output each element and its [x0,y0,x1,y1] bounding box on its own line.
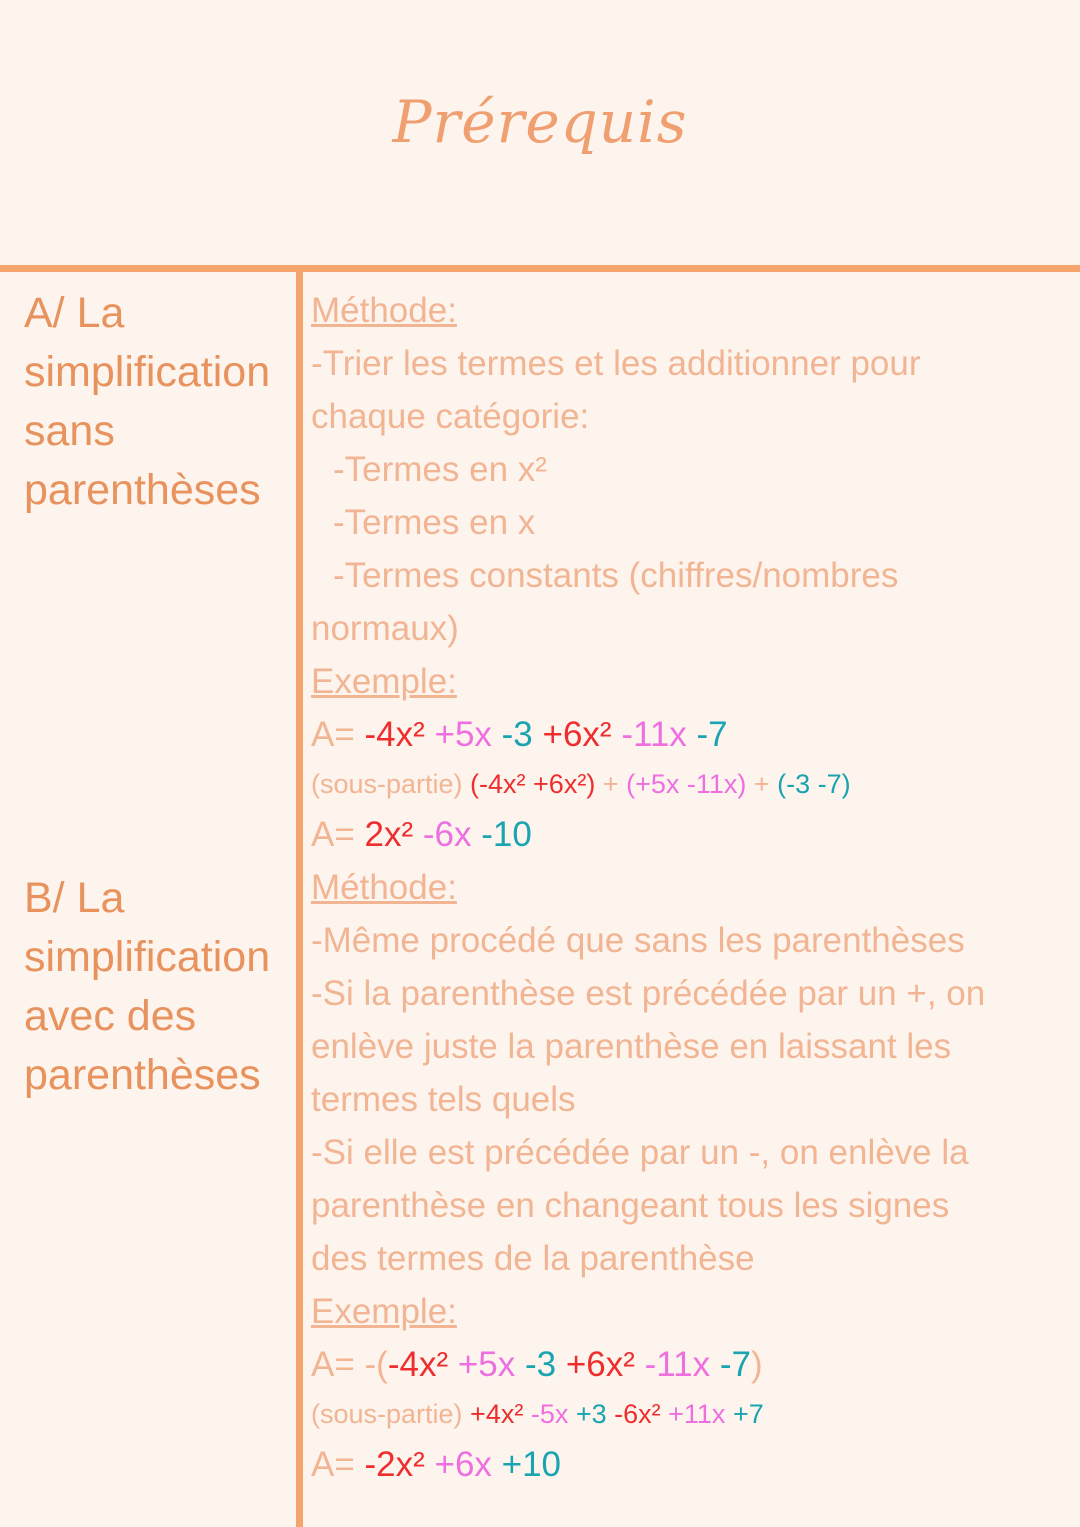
term: 2x² [364,815,423,854]
method-line: chaque catégorie: [311,397,590,436]
heading-line: simplification [24,348,271,396]
term: +5x [434,715,502,754]
method-line: -Trier les termes et les additionner pour [311,344,921,383]
expr-prefix: A= [311,1445,365,1484]
content-column [311,284,1071,1491]
term: -4x² [364,715,435,754]
methode-label: Méthode: [311,868,457,907]
heading-line: A/ La [24,289,125,337]
term: -7 [719,1345,751,1384]
exemple-label: Exemple: [311,1292,457,1331]
term: -3 [524,1345,566,1384]
term: +11x [668,1399,733,1429]
heading-line: avec des [24,992,197,1040]
method-line: enlève juste la parenthèse en laissant les [311,1027,952,1066]
heading-line: simplification [24,933,271,981]
expr-prefix: (sous-partie) [311,1399,471,1429]
exemple-label: Exemple: [311,662,457,701]
expr-prefix: A= -( [311,1345,388,1384]
expr-prefix: (sous-partie) [311,769,471,799]
result-expression [311,1438,1071,1491]
method-line: -Termes en x² [333,450,547,489]
sous-partie-line [311,1391,1071,1438]
term-group: (-4x² +6x²) [470,769,596,799]
example-expression [311,708,1071,761]
expr-suffix: ) [750,1345,763,1384]
expr-prefix: A= [311,715,365,754]
method-line: parenthèse en changeant tous les signes [311,1186,950,1225]
term: +5x [457,1345,525,1384]
vertical-divider [296,265,303,1527]
term: -4x² [387,1345,458,1384]
term-group: (-3 -7) [777,769,851,799]
term: -3 [501,715,543,754]
method-line: -Si elle est précédée par un -, on enlève la [311,1133,969,1172]
term: +6x [434,1445,502,1484]
plus-sign: + [595,769,627,799]
method-line: des termes de la parenthèse [311,1239,755,1278]
term: -11x [644,1345,720,1384]
term: +10 [501,1445,562,1484]
method-line: -Termes constants (chiffres/nombres [333,556,899,595]
term: -7 [696,715,728,754]
term: +6x² [542,715,622,754]
page-title: Prérequis [392,88,688,156]
term: -5x [530,1399,576,1429]
heading-line: B/ La [24,874,125,922]
expr-prefix: A= [311,815,365,854]
heading-line: parenthèses [24,1051,261,1099]
horizontal-divider [0,265,1080,272]
method-line: normaux) [311,609,459,648]
heading-line: sans [24,407,115,455]
example-expression [311,1338,1071,1391]
term: +3 [575,1399,615,1429]
term: -2x² [364,1445,435,1484]
term: +4x² [470,1399,531,1429]
term: +6x² [565,1345,645,1384]
heading-line: parenthèses [24,466,261,514]
method-line: termes tels quels [311,1080,576,1119]
section-a-heading [24,284,294,520]
plus-sign: + [746,769,778,799]
section-b-heading [24,869,294,1105]
term: -11x [621,715,697,754]
term: -10 [481,815,532,854]
method-line: -Termes en x [333,503,536,542]
term: -6x² [614,1399,669,1429]
methode-label: Méthode: [311,291,457,330]
method-line: -Si la parenthèse est précédée par un +, on [311,974,986,1013]
result-expression [311,808,1071,861]
term: +7 [732,1399,764,1429]
method-line: -Même procédé que sans les parenthèses [311,921,965,960]
term: -6x [422,815,482,854]
term-group: (+5x -11x) [626,769,747,799]
sous-partie-line [311,761,1071,808]
